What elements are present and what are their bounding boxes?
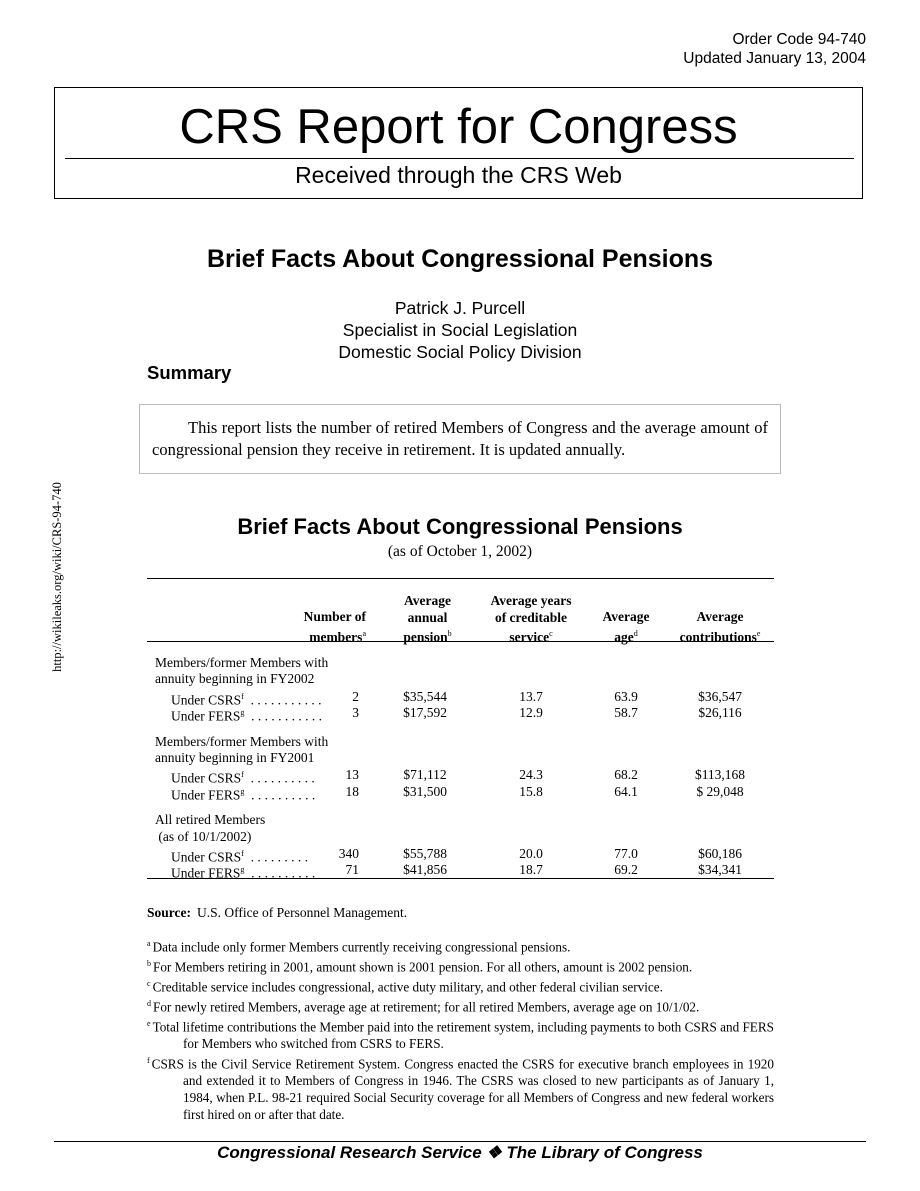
report-subtitle: Received through the CRS Web [295,162,622,188]
cell-pension: $41,856 [403,862,447,877]
cell-members: 71 [345,862,359,877]
cell-service: 20.0 [519,846,543,861]
row-label: Under FERS$^g$ . . . . . . . . . . [171,787,316,803]
report-title: CRS Report for Congress [179,100,738,154]
updated-date: Updated January 13, 2004 [683,50,866,67]
cell-members: 340 [338,846,359,861]
header-divider [65,158,854,159]
col-head-members: Number of members$^a$ [303,609,366,644]
footnote: $^a$ Data include only former Members currently receiving congressional pensions. [147,939,571,955]
cell-service: 13.7 [519,689,543,704]
footnote: $^b$ For Members retiring in 2001, amount shown is 2001 pension. For all others, amount is 2002 pension. [147,959,693,975]
report-header-box [54,87,863,199]
author-division: Domestic Social Policy Division [338,342,582,362]
row-label: Under CSRS$^f$ . . . . . . . . . . . [171,692,322,708]
row-label: Under FERS$^g$ . . . . . . . . . . [171,865,316,881]
cell-contributions: $113,168 [694,767,746,782]
cell-members: 18 [345,784,359,799]
table-header-rule [147,641,774,642]
cell-pension: $35,544 [403,689,447,704]
col-head-contributions: Average contributions$^e$ [679,609,761,644]
cell-members: 2 [352,689,359,704]
cell-pension: $17,592 [403,705,447,720]
cell-contributions: $36,547 [698,689,742,704]
group-label: All retired Members [155,812,266,827]
table-top-rule [147,578,774,579]
cell-contributions: $ 29,048 [696,784,744,799]
row-label: Under CSRS$^f$ . . . . . . . . . [171,849,308,865]
diamond-icon: ❖ [486,1143,502,1162]
cell-age: 64.1 [614,784,638,799]
footnote: $^c$ Creditable service includes congressional, active duty military, and other federal civilian service. [147,979,663,995]
cell-contributions: $26,116 [698,705,742,720]
cell-age: 63.9 [614,689,638,704]
source-text: U.S. Office of Personnel Management. [197,905,408,920]
footnote: $^d$ For newly retired Members, average age at retirement; for all retired Members, average age on 10/1/02. [147,999,700,1015]
group-label: Members/former Members with [155,655,329,670]
cell-pension: $71,112 [403,767,447,782]
cell-age: 69.2 [614,862,638,877]
author-position: Specialist in Social Legislation [342,320,578,340]
cell-pension: $31,500 [403,784,447,799]
cell-age: 77.0 [614,846,638,861]
author-name: Patrick J. Purcell [394,298,526,318]
row-label: Under FERS$^g$ . . . . . . . . . . . [171,708,323,724]
cell-pension: $55,788 [403,846,447,861]
cell-age: 68.2 [614,767,638,782]
group-label: annuity beginning in FY2001 [155,750,315,765]
cell-members: 3 [352,705,359,720]
group-label: (as of 10/1/2002) [155,829,252,844]
cell-service: 15.8 [519,784,543,799]
col-head-service: Average years of creditable service$^c$ [490,593,572,645]
footer-crs: Congressional Research Service [217,1143,482,1162]
table-bottom-rule [147,878,774,879]
order-code-block [683,30,866,68]
cell-members: 13 [345,767,359,782]
cell-service: 12.9 [519,705,543,720]
document-title: Brief Facts About Congressional Pensions [206,245,714,273]
cell-contributions: $60,186 [698,846,742,861]
row-label: Under CSRS$^f$ . . . . . . . . . . [171,770,315,786]
table-title: Brief Facts About Congressional Pensions [237,514,683,539]
footnote: $^e$ Total lifetime contributions the Member paid into the retirement system, including payments to both CSRS and FERS for Members who switched from CSRS to FERS. [147,1019,774,1052]
table-subtitle: (as of October 1, 2002) [387,543,533,560]
col-head-pension: Average annual pension$^b$ [403,593,452,645]
cell-service: 18.7 [519,862,543,877]
author-block [0,297,920,363]
footnotes [147,936,774,1123]
source-label: Source: [147,905,191,920]
cell-service: 24.3 [519,767,543,782]
summary-text: This report lists the number of retired Members of Congress and the average amount of congressional pension they receive in retirement. It is updated annually. [152,418,768,459]
order-code: Order Code 94-740 [732,31,866,48]
group-label: Members/former Members with [155,734,329,749]
summary-heading: Summary [147,362,232,383]
col-head-age: Average age$^d$ [602,609,650,644]
footnote: $^f$ CSRS is the Civil Service Retirement System. Congress enacted the CSRS for executive branch employees in 1920 and extended it to Members of Congress in 1946. The CSRS was closed to new participants as of January 1, 1984, when P.L. 98-21 required Social Security coverage for all Members of Congress and new federal workers first hired on or after that date. [147,1056,774,1122]
source-line [147,905,407,921]
summary-box [139,404,781,474]
cell-age: 58.7 [614,705,638,720]
group-label: annuity beginning in FY2002 [155,671,315,686]
footer-rule [54,1141,866,1142]
side-watermark-url: http://wikileaks.org/wiki/CRS-94-740 [50,482,64,672]
cell-contributions: $34,341 [698,862,742,877]
footer-loc: The Library of Congress [506,1143,703,1162]
footer [0,1143,920,1163]
